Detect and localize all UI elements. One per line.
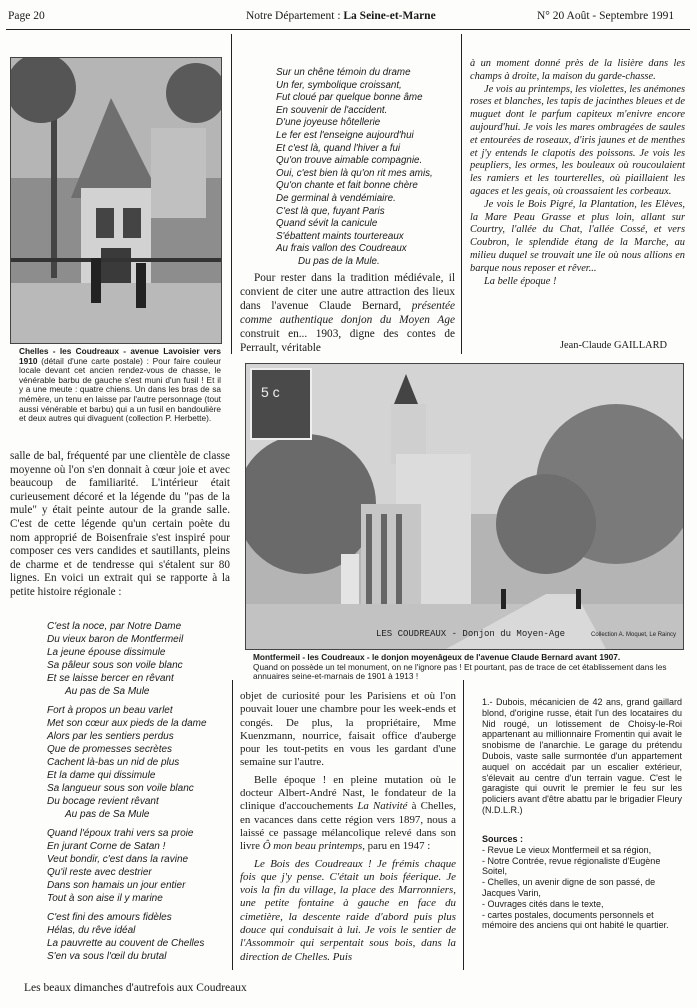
poem-line: Du pas de la Mule. [298,255,380,267]
page-number: Page 20 [8,10,45,22]
center-article-column [240,690,456,964]
poem-line: Un fer, symbolique croissant, [276,79,402,91]
poem-line: Fort à propos un beau varlet [47,705,173,716]
poem-line: C'est la noce, par Notre Dame [47,621,182,632]
poem-line: Et c'est là, quand l'hiver a fui [276,142,401,154]
poem-line: Le fer est l'enseigne aujourd'hui [276,129,414,141]
poem-line: Que de promesses secrètes [47,744,173,755]
poem-line: Sa pâleur sous son voile blanc [47,660,183,671]
poem-line: La jeune épouse dissimule [47,647,166,658]
column-divider [463,680,464,970]
photo-donjon-image [246,364,683,649]
poem-line: Sur un chêne témoin du drame [276,67,411,78]
nast-quote-continued [470,58,685,288]
sources-title: Sources : [482,834,524,844]
poem-line: En jurant Corne de Satan ! [47,841,166,852]
issue-label: N° 20 Août - Septembre 1991 [537,10,675,22]
photo-chelles-coudreaux [10,57,222,344]
column-divider [232,680,233,970]
poem-line: Met son cœur aux pieds de la dame [47,718,207,729]
poem-line: La pauvrette au couvent de Chelles [47,938,205,949]
paragraph-tradition: Pour rester dans la tradition médiévale, il convient de citer une autre attraction des lieux dans l'avenue Claude Bernard, présentée comme authentique donjon du Moyen Age construit en... 1903, digne des contes de Perrault, véritable [240,272,455,354]
poem-line: Fut cloué par quelque bonne âme [276,92,423,104]
paragraph: à un moment donné près de la lisière dans les champs à droite, la maison du garde-chasse. [470,58,685,82]
postcard-title: LES COUDREAUX - Donjon du Moyen-Age [376,629,566,639]
magazine-title: Notre Département : La Seine-et-Marne [246,10,436,22]
source-item: - Ouvrages cités dans le texte, [482,898,604,909]
poem-line: En souvenir de l'accident. [276,104,388,116]
poem-line: Qu'on trouve aimable compagnie. [276,155,423,167]
source-item: - Revue Le vieux Montfermeil et sa région, [482,844,652,855]
photo2-caption: Montfermeil - les Coudreaux - le donjon moyenâgeux de l'avenue Claude Bernard avant 1907. Quand on possède un tel monument, on ne l'ignore pas ! Et pourtant, pas de trace de cet établissement dans les annuaires seine-et-marnais de 1901 à 1913 ! [253,652,667,682]
poem-line: De germinal à vendémiaire. [276,192,396,204]
poem-line: Tout à son aise il y marine [47,893,163,904]
poem-line: Cachent là-bas un nid de plus [47,757,180,768]
poem-line: Au pas de Sa Mule [65,809,150,820]
poem-line: S'en va sous l'œil du brutal [47,951,167,962]
footnote: 1.- Dubois, mécanicien de 42 ans, grand gaillard blond, d'origine russe, était l'un des locataires du Nid rougé, un lotissement de Choisy-le-Roi appartenant au millionnaire Fromentin qui avait le snobisme de l'anarchie. Le garage du prétendu Dubois, vaste salle surmontée d'un appartement auquel on accédait par un escalier extérieur, s'élevait au centre d'un terrain vague. C'est le garagiste qui ouvrit le premier le feu sur les policiers avant d'être abattu par le brigadier Fleury (N.D.L.R.) [482,697,682,815]
poem-line: C'est là que, fuyant Paris [276,205,385,217]
photo-donjon-postcard [245,363,684,650]
poem-pas-de-la-mule [47,620,227,963]
source-item: - Notre Contrée, revue régionaliste d'Eugène Soitel, [482,855,661,877]
poem-line: Veut bondir, c'est dans la ravine [47,854,189,865]
poem-line: Au pas de Sa Mule [65,686,150,697]
column-divider [231,34,232,354]
poem-line: Et la dame qui dissimule [47,770,156,781]
poem-line: Et se laisse bercer en rêvant [47,673,174,684]
poem-line: D'une joyeuse hôtellerie [276,117,381,129]
poem-top [276,67,456,269]
poem-line: Quand l'époux trahi vers sa proie [47,828,194,839]
poem-line: Quand sévit la canicule [276,218,378,230]
poem-line: Qu'il reste avec destrier [47,867,152,878]
sources-block [482,834,682,931]
paragraph: Je vois au printemps, les violettes, les anémones roses et blanches, les tapis de jacinthes bleues et de muguet dont le parfum capiteux m'enivre encore aujourd'hui. Je vois les mares ombragées de saules et entourées de roseaux, d'iris jaunes et de menthes et j'y entends le clapotis des poissons. Je vois les peupliers, les ormes, les bouleaux où roucoulaient les ramiers et les tourterelles, où piaillaient les agaces et les geais, où croassaient les corbeaux. [470,83,685,197]
photo1-caption: Chelles - les Coudreaux - avenue Lavoisier vers 1910 (détail d'une carte postale) : Pour faire couleur locale devant cet ancien rendez-vous de chasse, le vénérable barbu de gauche s'est muni d'un fusil ! Et il y a une meute : quatre chiens. Un dans les bras de sa mémère, un tenu en laisse par l'autre personnage (tout aussi vénérable et barbu) qui a un fusil en bandoulière et deux autres qui divaguent (collection P. Herbette). [19,346,221,424]
poem-line: Du vieux baron de Montfermeil [47,634,184,645]
header-rule [6,29,690,30]
footer-title: Les beaux dimanches d'autrefois aux Coudreaux [24,982,247,994]
column-divider [461,34,462,354]
paragraph-salle-de-bal: salle de bal, fréquenté par une clientèle de classe moyenne où l'on s'en donnait à cœur joie et avec beaucoup de familiarité. L'intérieur était curieusement décoré et la légende du "pas de la mule" y était peinte autour de la grande salle. C'est de cette légende qu'un certain poète du nom approprié de Boisenfraie s'est inspiré pour composer ces vers candides et sautillants, pleins de charme et de tendresse qui s'étalent sur 80 lignes. En voici un extrait qui se rapporte à la petite histoire régionale : [10,450,230,598]
paragraph: objet de curiosité pour les Parisiens et où l'on pouvait louer une chambre pour les week-ends et congés. De plus, la propriétaire, Mme Kuenzmann, nourrice, faisait office d'auberge pour les tout-petits en vous les gardant d'une semaine sur l'autre. [240,690,456,769]
poem-line: Qu'on chante et fait bonne chère [276,180,418,192]
source-item: - cartes postales, documents personnels et mémoire des anciens qui ont habité le quartier. [482,909,669,931]
poem-line: Au frais vallon des Coudreaux [276,243,407,255]
paragraph-belle-epoque: Belle époque ! en pleine mutation où le docteur Albert-André Nast, le fondateur de la clinique d'accouchements La Nativité à Chelles, en vacances dans cette région vers 1897, nous a laissé ce passage mélancolique relevé dans son livre Ô mon beau printemps, paru en 1947 : [240,773,456,853]
paragraph: Je vois le Bois Pigré, la Plantation, les Elèves, la Mare Peau Grasse et plus loin, allant sur Courtry, l'allée du Chat, l'allée Cossé, et vers Coubron, le splendide étang de la Marche, au milieu duquel se trouvait une île où nous allions en barque nous reposer et rêver... [470,198,685,274]
source-item: - Chelles, un avenir digne de son passé, de Jacques Varin, [482,877,656,898]
poem-line: Du bocage revient rêvant [47,796,159,807]
postage-stamp: 5 c [261,384,280,400]
poem-line: C'est fini des amours fidèles [47,912,172,923]
poem-line: Alors par les sentiers perdus [47,731,174,742]
poem-line: Hélas, du rêve idéal [47,925,136,936]
paragraph: La belle époque ! [484,275,557,287]
poem-line: Oui, c'est bien là qu'on rit mes amis, [276,167,433,179]
postcard-credit: Collection A. Moquet, Le Raincy [591,632,677,638]
poem-line: Dans son hamais un jour entier [47,880,186,891]
poem-line: Sa langueur sous son voile blanc [47,783,194,794]
poem-line: S'ébattent maints tourtereaux [276,230,404,242]
author-signature: Jean-Claude GAILLARD [560,340,668,351]
photo-chelles-image [11,58,221,343]
paragraph-quote: Le Bois des Coudreaux ! Je frémis chaque fois que j'y pense. C'était un bois féerique. Je vois la fin du village, la place des Marronniers, une petite fontaine à gauche en face du cimetière, la descente raide d'abord puis plus douce qui conduisait à lui. Je vois le sentier de l'Assommoir qui serpentait sous bois, dans la direction de Chelles. Puis [240,857,456,963]
